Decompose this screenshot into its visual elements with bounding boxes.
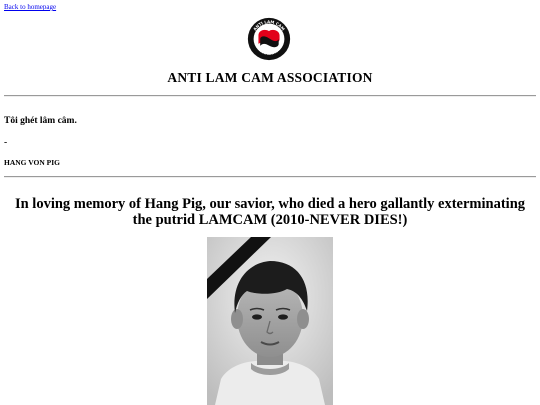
quote-text: Tôi ghét lâm câm.: [4, 116, 77, 126]
memorial-portrait: [207, 237, 333, 405]
memorial-heading: In loving memory of Hang Pig, our savior, who died a hero gallantly exterminating the putrid LAMCAM (2010-NEVER DIES!): [14, 196, 526, 228]
portrait-image: [207, 237, 333, 405]
svg-text:ANTI LAM CAM: ANTI LAM CAM: [252, 19, 286, 32]
quote-author: HANG VON PIG: [4, 158, 60, 167]
organization-title: ANTI LAM CAM ASSOCIATION: [167, 70, 373, 85]
anti-lam-cam-logo: [247, 17, 291, 61]
quote-dash: -: [4, 138, 8, 148]
back-to-homepage-link[interactable]: Back to homepage: [4, 3, 57, 11]
quote-divider: [4, 176, 536, 178]
svg-text:ASSOCIATION: ASSOCIATION: [256, 47, 282, 56]
header-divider: [4, 95, 536, 97]
